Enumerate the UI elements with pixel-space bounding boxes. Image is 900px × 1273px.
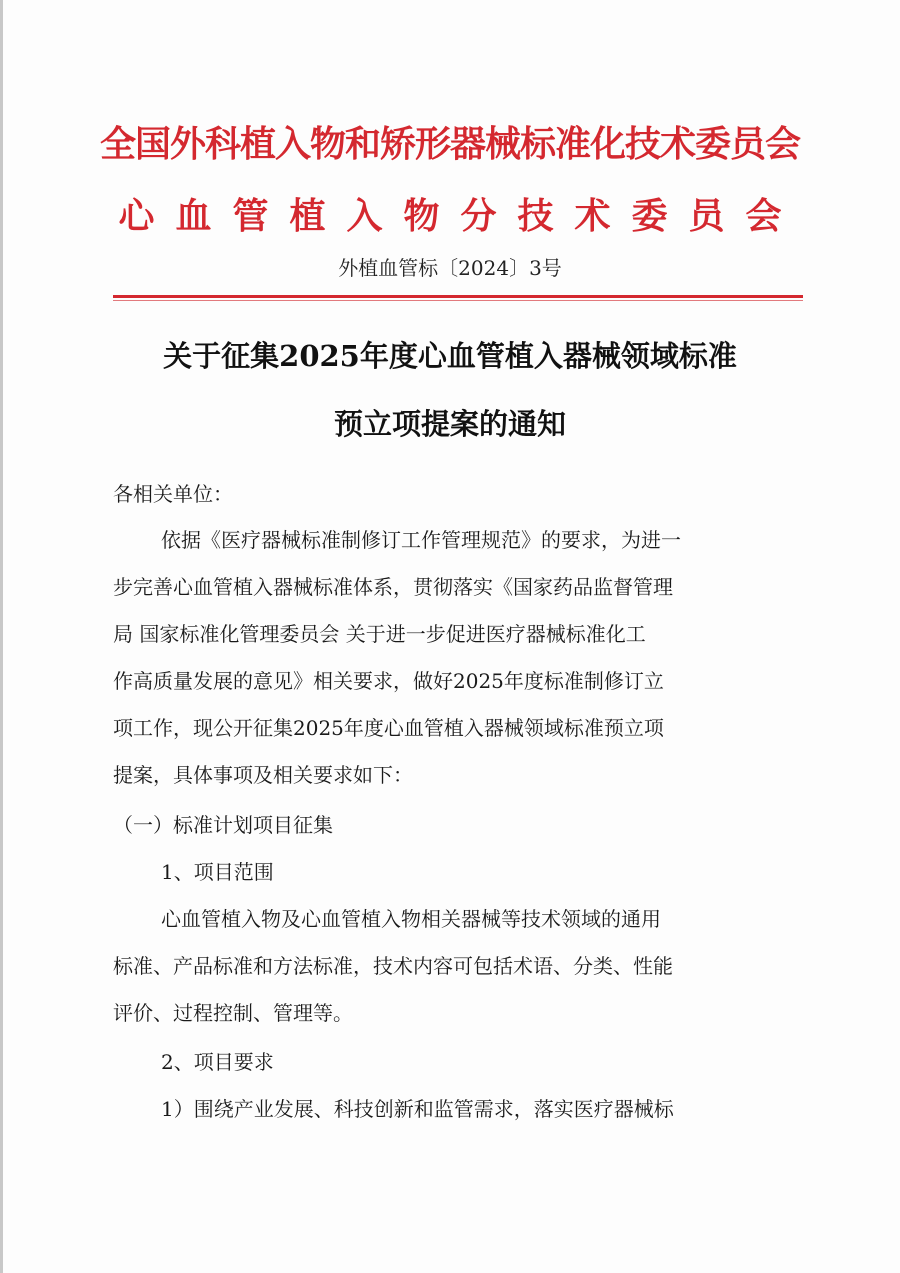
section-heading-1: （一）标准计划项目征集 xyxy=(113,813,333,837)
paragraph-line: 依据《医疗器械标准制修订工作管理规范》的要求，为进一 xyxy=(161,528,681,552)
notice-title-line-1: 关于征集2025年度心血管植入器械领域标准 xyxy=(163,339,737,373)
paragraph-line: 项工作，现公开征集2025年度心血管植入器械领域标准预立项 xyxy=(113,716,664,740)
paragraph-line: 局 国家标准化管理委员会 关于进一步促进医疗器械标准化工 xyxy=(113,622,646,646)
intro-paragraph xyxy=(113,517,783,799)
issuing-org-line-2: 心血管植入物分技术委员会 xyxy=(118,196,803,237)
paragraph-line: 作高质量发展的意见》相关要求，做好2025年度标准制修订立 xyxy=(113,669,664,693)
paragraph-line: 标准、产品标准和方法标准，技术内容可包括术语、分类、性能 xyxy=(113,954,673,978)
paragraph-line: 1）围绕产业发展、科技创新和监管需求，落实医疗器械标 xyxy=(161,1097,674,1121)
document-number: 外植血管标〔2024〕3号 xyxy=(338,256,562,280)
issuing-org-line-1: 全国外科植入物和矫形器械标准化技术委员会 xyxy=(99,124,800,165)
item-1-paragraph xyxy=(113,896,783,1037)
paragraph-line: 评价、过程控制、管理等。 xyxy=(113,1001,353,1025)
paragraph-line: 提案，具体事项及相关要求如下： xyxy=(113,763,413,787)
item-2-paragraph xyxy=(113,1086,783,1133)
paragraph-line: 心血管植入物及心血管植入物相关器械等技术领域的通用 xyxy=(161,907,661,931)
item-heading-1: 1、项目范围 xyxy=(161,860,274,884)
red-header-rule xyxy=(113,295,803,298)
item-heading-2: 2、项目要求 xyxy=(161,1050,274,1074)
notice-title-line-2: 预立项提案的通知 xyxy=(333,407,566,441)
paragraph-line: 步完善心血管植入器械标准体系，贯彻落实《国家药品监督管理 xyxy=(113,575,673,599)
red-header-rule-thin xyxy=(113,300,803,301)
salutation: 各相关单位： xyxy=(113,482,233,506)
